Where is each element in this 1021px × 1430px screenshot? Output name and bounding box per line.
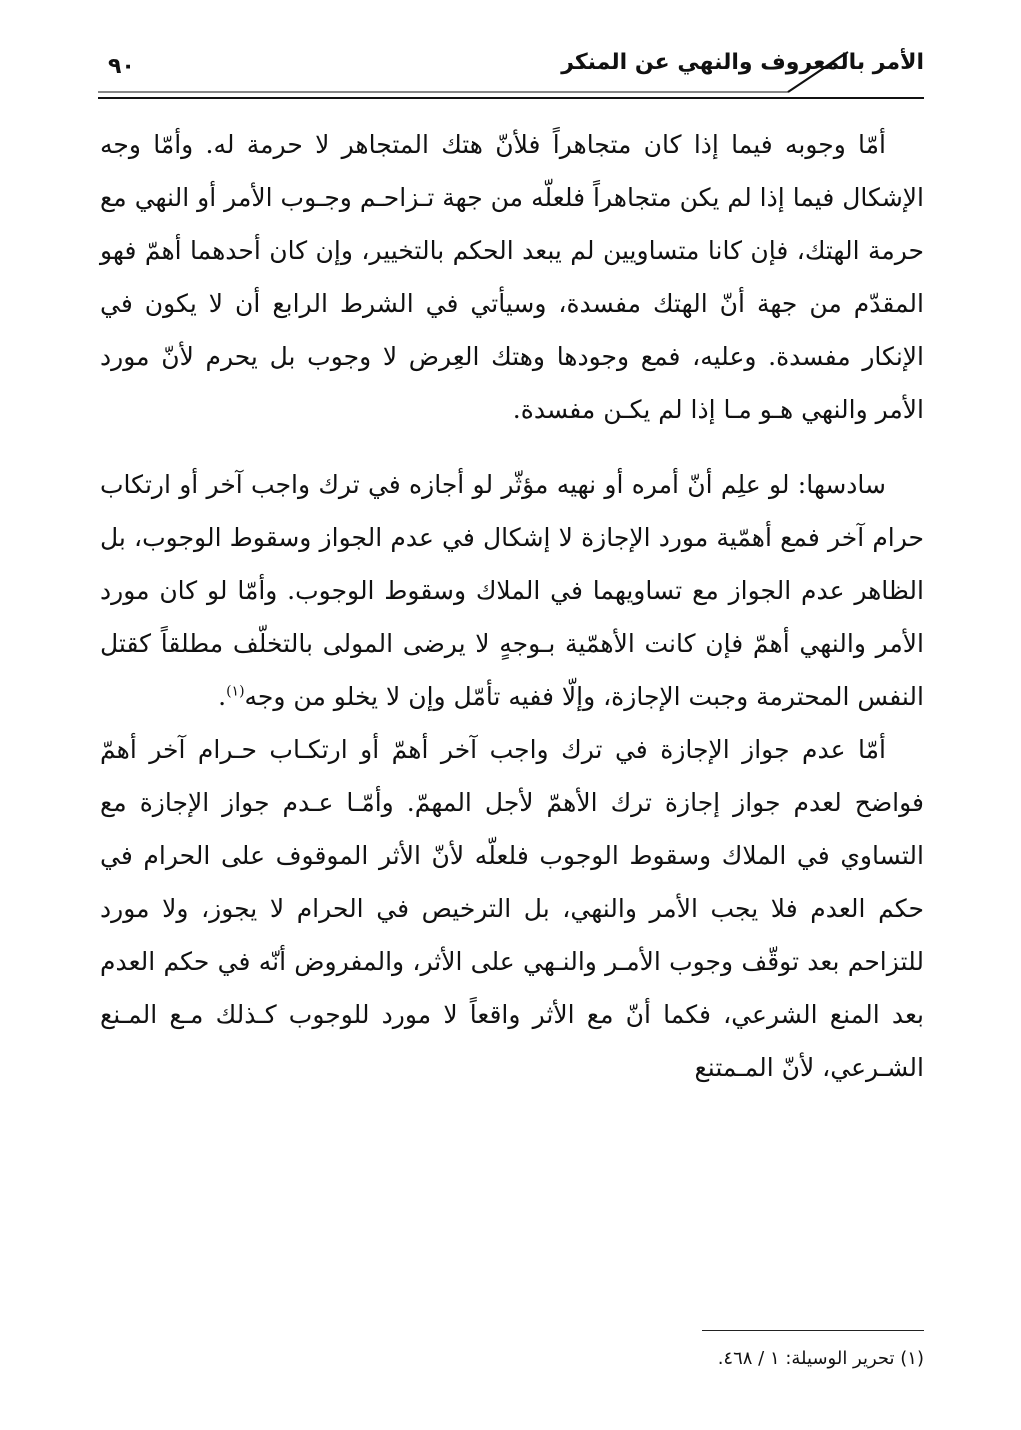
footnote-separator <box>702 1330 924 1331</box>
running-header <box>98 40 924 102</box>
page-number: ٩٠ <box>108 54 135 79</box>
paragraph-spacer <box>100 436 924 458</box>
main-text <box>100 118 924 1094</box>
paragraph-1: أمّا وجوبه فيما إذا كان متجاهراً فلأنّ هتك المتجاهر لا حرمة له. وأمّا وجه الإشكال فيما إذا لم يكن متجاهراً فلعلّه من جهة تـزاحـم وجـوب الأمر أو النهي مع حرمة الهتك، فإن كانا متساويين لم يبعد الحكم بالتخيير، وإن كان أحدهما أهمّ فهو المقدّم من جهة أنّ الهتك مفسدة، وسيأتي في الشرط الرابع أن لا يكون في الإنكار مفسدة. وعليه، فمع وجودها وهتك العِرض لا وجوب بل يحرم لأنّ مورد الأمر والنهي هـو مـا إذا لم يكـن مفسدة. <box>100 130 924 424</box>
paragraph-2-end: . <box>218 682 227 711</box>
footnote: (١) تحرير الوسيلة: ١ / ٤٦٨. <box>717 1348 924 1369</box>
footnote-reference: (١) <box>226 683 245 700</box>
paragraph-2-text: سادسها: لو علِم أنّ أمره أو نهيه مؤثّر لو أجازه في ترك واجب آخر أو ارتكاب حرام آخر فمع أهمّية مورد الإجازة لا إشكال في عدم الجواز وسقوط الوجوب، بل الظاهر عدم الجواز مع تساويهما في الملاك وسقوط الوجوب. وأمّا لو كان مورد الأمر والنهي أهمّ فإن كانت الأهمّية بـوجهٍ لا يرضى المولى بالتخلّف مطلقاً كقتل النفس المحترمة وجبت الإجازة، وإلّا ففيه تأمّل وإن لا يخلو من وجه <box>100 470 925 711</box>
chapter-title: الأمر بالمعروف والنهي عن المنكر <box>561 50 924 75</box>
paragraph-3: أمّا عدم جواز الإجازة في ترك واجب آخر أهمّ أو ارتكـاب حـرام آخر أهمّ فواضح لعدم جواز إجازة ترك الأهمّ لأجل المهمّ. وأمّـا عـدم جواز الإجازة مع التساوي في الملاك وسقوط الوجوب فلعلّه لأنّ الأثر الموقوف على الحرام في حكم العدم فلا يجب الأمر والنهي، بل الترخيص في الحرام لا يجوز، ولا مورد للتزاحم بعد توقّف وجوب الأمـر والنـهي على الأثر، والمفروض أنّه في حكم العدم بعد المنع الشرعي، فكما أنّ مع الأثر واقعاً لا مورد للوجوب كـذلك مـع المـنع الشـرعي، لأنّ المـمتنع <box>100 735 924 1082</box>
paragraph-2 <box>100 458 924 723</box>
